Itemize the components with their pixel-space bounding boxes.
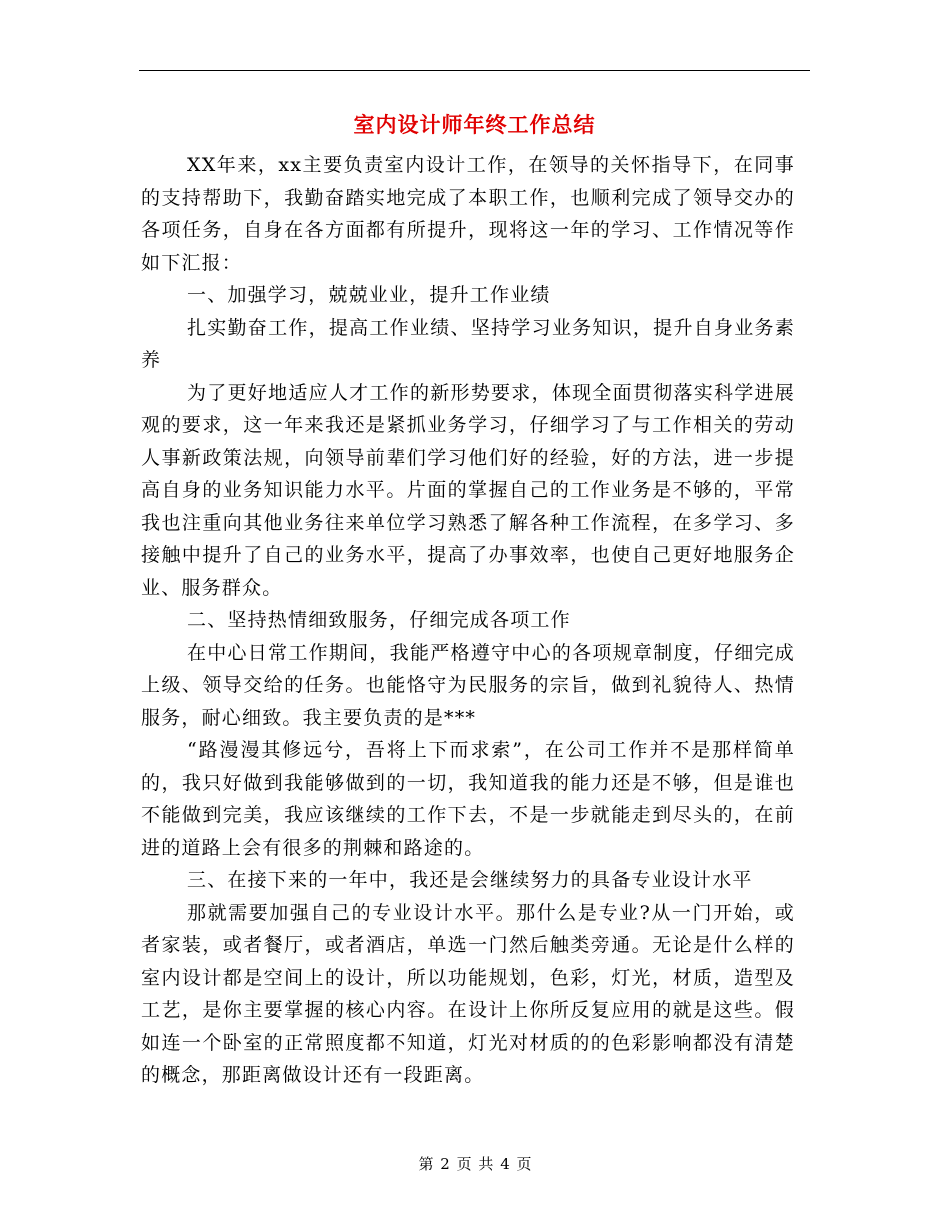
paragraph-service: 在中心日常工作期间，我能严格遵守中心的各项规章制度，仔细完成上级、领导交给的任务。也能恪守为民服务的宗旨，做到礼貌待人、热情服务，耐心细致。我主要负责的是*** xyxy=(141,641,795,729)
footer-page-unit: 页 xyxy=(456,1155,472,1173)
footer-suffix: 页 xyxy=(516,1155,532,1173)
page-footer xyxy=(0,1153,950,1174)
paragraph-design-skill: 那就需要加强自己的专业设计水平。那什么是专业?从一门开始，或者家装，或者餐厅，或者酒店，单选一门然后触类旁通。无论是什么样的室内设计都是空间上的设计，所以功能规划，色彩，灯光，材质，造型及工艺，是你主要掌握的核心内容。在设计上你所反复应用的就是这些。假如连一个卧室的正常照度都不知道，灯光对材质的的色彩影响都没有清楚的概念，那距离做设计还有一段距离。 xyxy=(141,901,795,1086)
paragraph-subheading: 扎实勤奋工作，提高工作业绩、坚持学习业务知识，提升自身业务素养 xyxy=(141,316,795,371)
section-heading-3: 三、在接下来的一年中，我还是会继续努力的具备专业设计水平 xyxy=(187,869,753,891)
paragraph-study: 为了更好地适应人才工作的新形势要求，体现全面贯彻落实科学进展观的要求，这一年来我还是紧抓业务学习，仔细学习了与工作相关的劳动人事新政策法规，向领导前辈们学习他们好的经验，好的方法，进一步提高自身的业务知识能力水平。片面的掌握自己的工作业务是不够的，平常我也注重向其他业务往来单位学习熟悉了解各种工作流程，在多学习、多接触中提升了自己的业务水平，提高了办事效率，也使自己更好地服务企业、服务群众。 xyxy=(141,381,795,599)
paragraph-quote: “路漫漫其修远兮，吾将上下而求索”，在公司工作并不是那样简单的，我只好做到我能够做到的一切，我知道我的能力还是不够，但是谁也不能做到完美，我应该继续的工作下去，不是一步就能走到尽头的，在前进的道路上会有很多的荆棘和路途的。 xyxy=(141,739,795,859)
document-title: 室内设计师年终工作总结 xyxy=(353,112,596,137)
header-rule xyxy=(139,70,810,71)
footer-prefix: 第 xyxy=(418,1155,434,1173)
section-heading-2: 二、坚持热情细致服务，仔细完成各项工作 xyxy=(187,609,571,631)
document-body xyxy=(141,149,795,1092)
footer-total-pages: 4 xyxy=(500,1155,510,1173)
footer-total-label: 共 xyxy=(478,1155,494,1173)
section-heading-1: 一、加强学习，兢兢业业，提升工作业绩 xyxy=(187,284,551,306)
footer-current-page: 2 xyxy=(440,1155,450,1173)
paragraph-intro: XX年来，xx主要负责室内设计工作，在领导的关怀指导下，在同事的支持帮助下，我勤奋踏实地完成了本职工作，也顺利完成了领导交办的各项任务，自身在各方面都有所提升，现将这一年的学习、工作情况等作如下汇报： xyxy=(141,154,795,274)
